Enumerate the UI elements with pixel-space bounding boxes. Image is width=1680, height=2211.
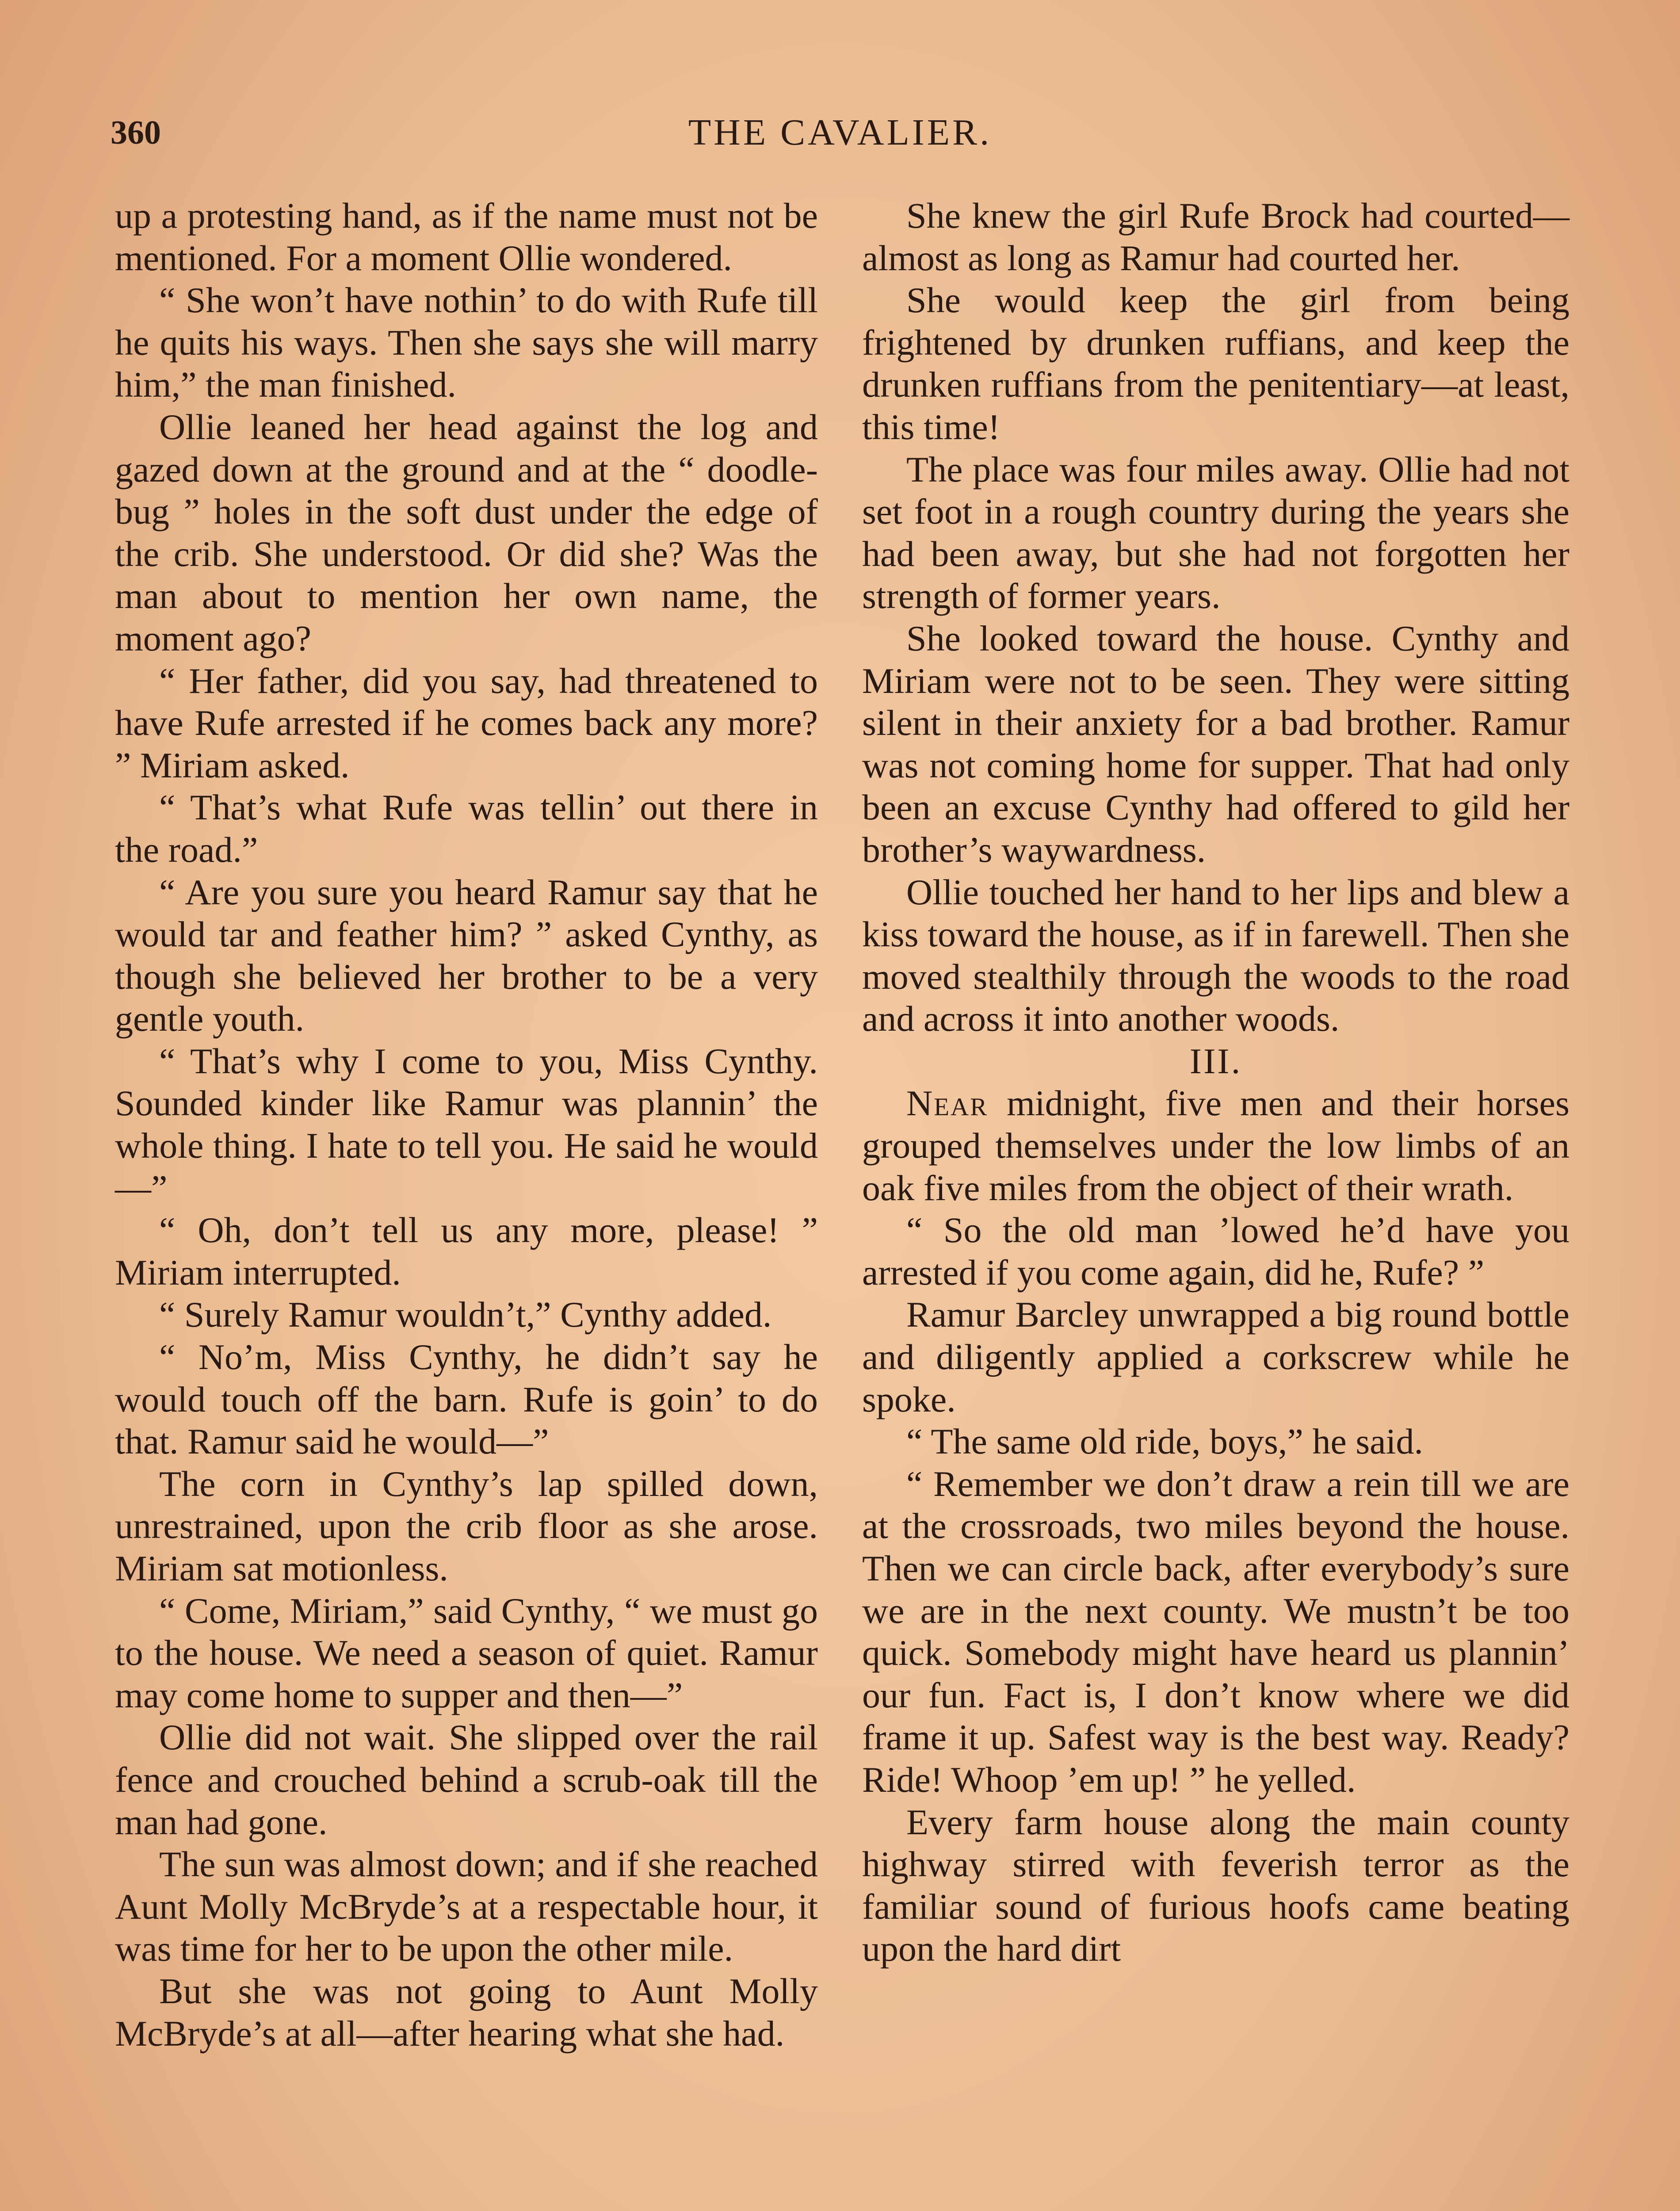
section-opening-paragraph xyxy=(862,1082,1569,1209)
opening-text: midnight, five men and their horses grouped themselves under the low limbs of an oak five miles from the object of their wrath. xyxy=(862,1083,1569,1208)
paragraph: up a protesting hand, as if the name must not be mentioned. For a moment Ollie wondered. xyxy=(115,195,818,278)
paragraph: “ Come, Miriam,” said Cynthy, “ we must go to the house. We need a season of quiet. Ramur may come home to supper and then—” xyxy=(115,1590,818,1715)
paragraph: She knew the girl Rufe Brock had courted—almost as long as Ramur had courted her. xyxy=(862,195,1569,278)
lead-in-word: Near xyxy=(906,1083,989,1124)
paragraph: “ Oh, don’t tell us any more, please! ” Miriam interrupted. xyxy=(115,1210,818,1293)
paragraph: “ That’s why I come to you, Miss Cynthy. Sounded kinder like Ramur was plannin’ the whole thing. I hate to tell you. He said he would—” xyxy=(115,1040,818,1208)
right-column xyxy=(862,195,1569,1970)
paragraph: Every farm house along the main county highway stirred with feverish terror as the familiar sound of furious hoofs came beating upon the hard dirt xyxy=(862,1802,1569,1969)
paragraph: But she was not going to Aunt Molly McBryde’s at all—after hearing what she had. xyxy=(115,1970,818,2054)
paragraph: She would keep the girl from being frightened by drunken ruffians, and keep the drunken ruffians from the penitentiary—at least, this time! xyxy=(862,280,1569,447)
section-heading: III. xyxy=(1189,1040,1242,1081)
paragraph: “ She won’t have nothin’ to do with Rufe till he quits his ways. Then she says she will marry him,” the man finished. xyxy=(115,280,818,405)
page-number: 360 xyxy=(111,114,161,151)
paragraph: The sun was almost down; and if she reached Aunt Molly McBryde’s at a respectable hour, it was time for her to be upon the other mile. xyxy=(115,1844,818,1969)
left-column xyxy=(115,195,818,2054)
paragraph: The corn in Cynthy’s lap spilled down, unrestrained, upon the crib floor as she arose. Miriam sat motionless. xyxy=(115,1463,818,1588)
paragraph: “ No’m, Miss Cynthy, he didn’t say he would touch off the barn. Rufe is goin’ to do that. Ramur said he would—” xyxy=(115,1337,818,1462)
paragraph: “ Surely Ramur wouldn’t,” Cynthy added. xyxy=(159,1294,772,1335)
page-header xyxy=(111,111,1569,159)
paragraph: Ollie touched her hand to her lips and blew a kiss toward the house, as if in farewell. Then she moved stealthily through the woods to the road and across it into another woods. xyxy=(862,872,1569,1039)
paragraph: The place was four miles away. Ollie had not set foot in a rough country during the years she had been away, but she had not forgotten her strength of former years. xyxy=(862,449,1569,616)
paragraph: “ That’s what Rufe was tellin’ out there in the road.” xyxy=(115,787,818,870)
paragraph: Ollie did not wait. She slipped over the rail fence and crouched behind a scrub-oak till the man had gone. xyxy=(115,1717,818,1842)
paragraph: “ The same old ride, boys,” he said. xyxy=(906,1421,1423,1462)
paragraph: Ollie leaned her head against the log and gazed down at the ground and at the “ doodle-bug ” holes in the soft dust under the edge of the crib. She understood. Or did she? Was the man about to mention her own name, the moment ago? xyxy=(115,406,818,658)
paragraph: Ramur Barcley unwrapped a big round bottle and diligently applied a corkscrew while he spoke. xyxy=(862,1294,1569,1419)
paragraph: “ So the old man ’lowed he’d have you arrested if you come again, did he, Rufe? ” xyxy=(862,1210,1569,1293)
running-title: THE CAVALIER. xyxy=(688,112,992,153)
paragraph: “ Her father, did you say, had threatened to have Rufe arrested if he comes back any more? ” Miriam asked. xyxy=(115,660,818,785)
paragraph: “ Remember we don’t draw a rein till we are at the crossroads, two miles beyond the house. Then we can circle back, after everybody’s sure we are in the next county. We mustn’t be too quick. Somebody might have heard us plannin’ our fun. Fact is, I don’t know where we did frame it up. Safest way is the best way. Ready? Ride! Whoop ’em up! ” he yelled. xyxy=(862,1463,1569,1800)
paragraph: “ Are you sure you heard Ramur say that he would tar and feather him? ” asked Cynthy, as though she believed her brother to be a very gentle youth. xyxy=(115,872,818,1039)
paragraph: She looked toward the house. Cynthy and Miriam were not to be seen. They were sitting silent in their anxiety for a bad brother. Ramur was not coming home for supper. That had only been an excuse Cynthy had offered to gild her brother’s waywardness. xyxy=(862,618,1569,870)
